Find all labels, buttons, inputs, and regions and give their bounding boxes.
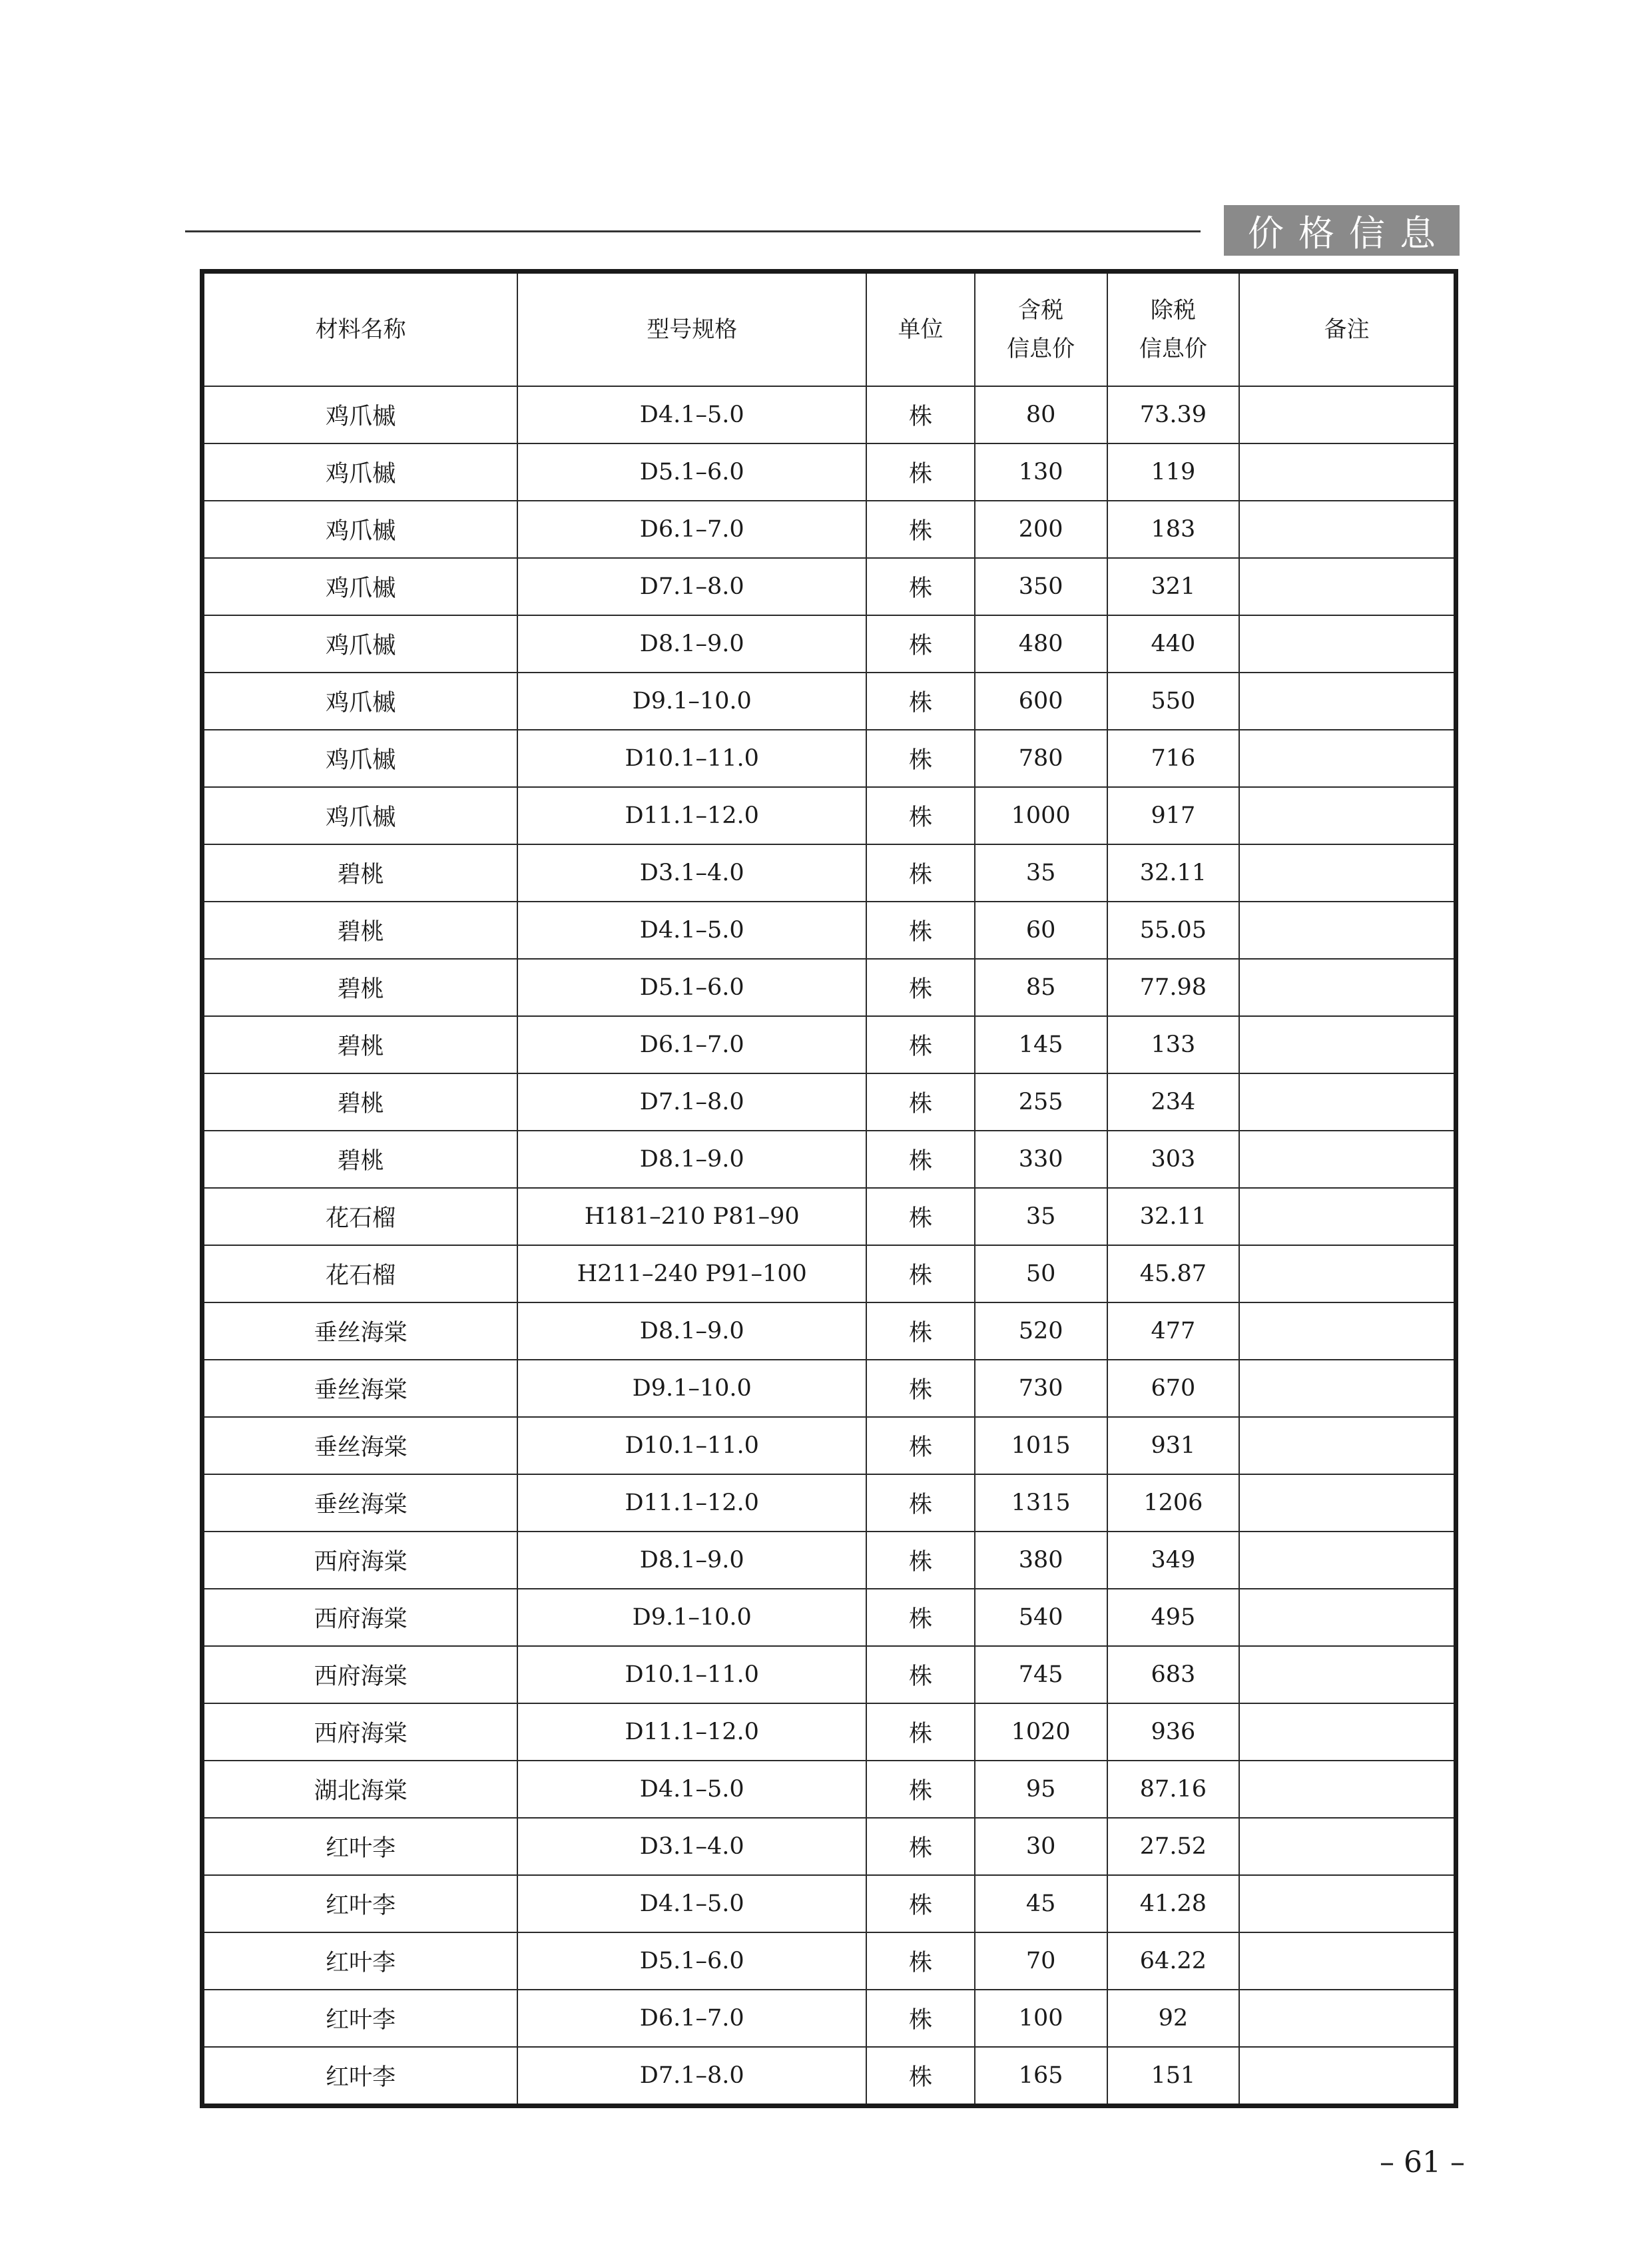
spec-cell: D7.1–8.0 <box>517 2047 866 2106</box>
unit-cell: 株 <box>866 1474 975 1532</box>
remarks-cell <box>1239 1474 1456 1532</box>
spec-cell: D5.1–6.0 <box>517 959 866 1016</box>
material-name-cell: 鸡爪槭 <box>202 386 518 443</box>
remarks-cell <box>1239 558 1456 615</box>
remarks-cell <box>1239 1532 1456 1589</box>
table-row <box>202 730 1456 787</box>
spec-cell: D7.1–8.0 <box>517 1073 866 1131</box>
unit-cell: 株 <box>866 615 975 673</box>
spec-cell: D6.1–7.0 <box>517 1990 866 2047</box>
price-tax-incl-cell: 60 <box>975 902 1107 959</box>
spec-cell: H181–210 P81–90 <box>517 1188 866 1245</box>
unit-cell: 株 <box>866 501 975 558</box>
material-name-cell: 红叶李 <box>202 1990 518 2047</box>
price-tax-excl-cell: 92 <box>1107 1990 1240 2047</box>
remarks-cell <box>1239 787 1456 844</box>
unit-cell: 株 <box>866 1417 975 1474</box>
price-tax-excl-cell: 716 <box>1107 730 1240 787</box>
remarks-cell <box>1239 2047 1456 2106</box>
price-tax-excl-cell: 917 <box>1107 787 1240 844</box>
price-tax-incl-cell: 100 <box>975 1990 1107 2047</box>
table-row <box>202 844 1456 902</box>
price-tax-incl-cell: 1000 <box>975 787 1107 844</box>
material-name-cell: 垂丝海棠 <box>202 1302 518 1360</box>
unit-cell: 株 <box>866 1703 975 1761</box>
table-header-row <box>202 272 1456 387</box>
price-tax-excl-cell: 45.87 <box>1107 1245 1240 1302</box>
material-name-cell: 鸡爪槭 <box>202 443 518 501</box>
table-row <box>202 501 1456 558</box>
price-tax-incl-cell: 145 <box>975 1016 1107 1073</box>
price-tax-incl-cell: 480 <box>975 615 1107 673</box>
price-tax-incl-cell: 130 <box>975 443 1107 501</box>
table-row <box>202 558 1456 615</box>
price-tax-excl-cell: 234 <box>1107 1073 1240 1131</box>
unit-cell: 株 <box>866 1875 975 1932</box>
price-tax-excl-cell: 670 <box>1107 1360 1240 1417</box>
remarks-cell <box>1239 443 1456 501</box>
remarks-cell <box>1239 1761 1456 1818</box>
price-tax-incl-cell: 35 <box>975 844 1107 902</box>
unit-cell: 株 <box>866 1073 975 1131</box>
table-body <box>202 386 1456 2106</box>
price-tax-excl-cell: 27.52 <box>1107 1818 1240 1875</box>
table-row <box>202 1188 1456 1245</box>
price-tax-excl-cell: 303 <box>1107 1131 1240 1188</box>
material-name-cell: 碧桃 <box>202 902 518 959</box>
price-tax-excl-cell: 683 <box>1107 1646 1240 1703</box>
spec-cell: D6.1–7.0 <box>517 501 866 558</box>
table-row <box>202 2047 1456 2106</box>
unit-cell: 株 <box>866 787 975 844</box>
price-tax-excl-cell: 440 <box>1107 615 1240 673</box>
table-row <box>202 1875 1456 1932</box>
unit-cell: 株 <box>866 1245 975 1302</box>
remarks-cell <box>1239 673 1456 730</box>
price-tax-incl-cell: 1020 <box>975 1703 1107 1761</box>
price-tax-incl-cell: 1315 <box>975 1474 1107 1532</box>
remarks-cell <box>1239 1703 1456 1761</box>
unit-cell: 株 <box>866 443 975 501</box>
spec-cell: D5.1–6.0 <box>517 1932 866 1990</box>
remarks-cell <box>1239 1131 1456 1188</box>
price-tax-excl-cell: 64.22 <box>1107 1932 1240 1990</box>
unit-cell: 株 <box>866 844 975 902</box>
price-tax-excl-cell: 73.39 <box>1107 386 1240 443</box>
table-row <box>202 902 1456 959</box>
unit-cell: 株 <box>866 1932 975 1990</box>
remarks-cell <box>1239 730 1456 787</box>
material-name-cell: 碧桃 <box>202 1131 518 1188</box>
column-material-name-header: 材料名称 <box>202 272 518 387</box>
remarks-cell <box>1239 844 1456 902</box>
price-tax-incl-cell: 380 <box>975 1532 1107 1589</box>
spec-cell: D10.1–11.0 <box>517 1417 866 1474</box>
price-tax-incl-cell: 540 <box>975 1589 1107 1646</box>
remarks-cell <box>1239 1360 1456 1417</box>
price-tax-excl-cell: 119 <box>1107 443 1240 501</box>
remarks-cell <box>1239 615 1456 673</box>
column-price-tax-excl-header: 除税 信息价 <box>1107 272 1240 387</box>
unit-cell: 株 <box>866 1990 975 2047</box>
price-tax-incl-cell: 70 <box>975 1932 1107 1990</box>
price-tax-incl-cell: 745 <box>975 1646 1107 1703</box>
price-tax-incl-cell: 780 <box>975 730 1107 787</box>
spec-cell: D9.1–10.0 <box>517 1589 866 1646</box>
price-tax-incl-cell: 600 <box>975 673 1107 730</box>
material-name-cell: 垂丝海棠 <box>202 1417 518 1474</box>
material-name-cell: 红叶李 <box>202 1932 518 1990</box>
price-table <box>200 269 1458 2108</box>
remarks-cell <box>1239 959 1456 1016</box>
spec-cell: D8.1–9.0 <box>517 615 866 673</box>
price-tax-excl-cell: 349 <box>1107 1532 1240 1589</box>
table-row <box>202 1360 1456 1417</box>
price-tax-excl-cell: 477 <box>1107 1302 1240 1360</box>
price-tax-excl-cell: 495 <box>1107 1589 1240 1646</box>
spec-cell: D3.1–4.0 <box>517 844 866 902</box>
price-tax-incl-cell: 95 <box>975 1761 1107 1818</box>
unit-cell: 株 <box>866 1302 975 1360</box>
material-name-cell: 鸡爪槭 <box>202 673 518 730</box>
remarks-cell <box>1239 1932 1456 1990</box>
table-row <box>202 1131 1456 1188</box>
column-price-tax-incl-header: 含税 信息价 <box>975 272 1107 387</box>
spec-cell: D5.1–6.0 <box>517 443 866 501</box>
spec-cell: D7.1–8.0 <box>517 558 866 615</box>
column-unit-header: 单位 <box>866 272 975 387</box>
table-row <box>202 1646 1456 1703</box>
material-name-cell: 西府海棠 <box>202 1646 518 1703</box>
spec-cell: D4.1–5.0 <box>517 902 866 959</box>
remarks-cell <box>1239 902 1456 959</box>
spec-cell: D9.1–10.0 <box>517 1360 866 1417</box>
table-row <box>202 1589 1456 1646</box>
material-name-cell: 垂丝海棠 <box>202 1474 518 1532</box>
price-tax-incl-cell: 50 <box>975 1245 1107 1302</box>
unit-cell: 株 <box>866 1761 975 1818</box>
price-tax-excl-cell: 87.16 <box>1107 1761 1240 1818</box>
unit-cell: 株 <box>866 386 975 443</box>
material-name-cell: 花石榴 <box>202 1188 518 1245</box>
spec-cell: D4.1–5.0 <box>517 386 866 443</box>
remarks-cell <box>1239 1417 1456 1474</box>
unit-cell: 株 <box>866 1131 975 1188</box>
material-name-cell: 花石榴 <box>202 1245 518 1302</box>
unit-cell: 株 <box>866 1818 975 1875</box>
remarks-cell <box>1239 501 1456 558</box>
unit-cell: 株 <box>866 1532 975 1589</box>
column-remarks-header: 备注 <box>1239 272 1456 387</box>
material-name-cell: 红叶李 <box>202 1875 518 1932</box>
material-name-cell: 鸡爪槭 <box>202 615 518 673</box>
material-name-cell: 西府海棠 <box>202 1703 518 1761</box>
spec-cell: H211–240 P91–100 <box>517 1245 866 1302</box>
table-row <box>202 1016 1456 1073</box>
material-name-cell: 垂丝海棠 <box>202 1360 518 1417</box>
price-tax-excl-cell: 931 <box>1107 1417 1240 1474</box>
material-name-cell: 红叶李 <box>202 1818 518 1875</box>
price-tax-excl-cell: 936 <box>1107 1703 1240 1761</box>
spec-cell: D10.1–11.0 <box>517 1646 866 1703</box>
spec-cell: D8.1–9.0 <box>517 1302 866 1360</box>
price-tax-incl-cell: 520 <box>975 1302 1107 1360</box>
price-tax-excl-cell: 1206 <box>1107 1474 1240 1532</box>
table-row <box>202 959 1456 1016</box>
spec-cell: D11.1–12.0 <box>517 787 866 844</box>
price-tax-incl-cell: 1015 <box>975 1417 1107 1474</box>
spec-cell: D8.1–9.0 <box>517 1131 866 1188</box>
remarks-cell <box>1239 1302 1456 1360</box>
spec-cell: D10.1–11.0 <box>517 730 866 787</box>
price-tax-excl-cell: 77.98 <box>1107 959 1240 1016</box>
remarks-cell <box>1239 1188 1456 1245</box>
remarks-cell <box>1239 1073 1456 1131</box>
material-name-cell: 湖北海棠 <box>202 1761 518 1818</box>
material-name-cell: 西府海棠 <box>202 1589 518 1646</box>
table-row <box>202 673 1456 730</box>
price-tax-incl-cell: 255 <box>975 1073 1107 1131</box>
material-name-cell: 碧桃 <box>202 1016 518 1073</box>
table-row <box>202 787 1456 844</box>
price-tax-excl-cell: 55.05 <box>1107 902 1240 959</box>
material-name-cell: 碧桃 <box>202 1073 518 1131</box>
price-tax-excl-cell: 183 <box>1107 501 1240 558</box>
table-row <box>202 615 1456 673</box>
price-tax-incl-cell: 350 <box>975 558 1107 615</box>
spec-cell: D3.1–4.0 <box>517 1818 866 1875</box>
price-tax-excl-cell: 32.11 <box>1107 1188 1240 1245</box>
remarks-cell <box>1239 1245 1456 1302</box>
unit-cell: 株 <box>866 673 975 730</box>
price-tax-incl-cell: 45 <box>975 1875 1107 1932</box>
unit-cell: 株 <box>866 1016 975 1073</box>
table-row <box>202 1932 1456 1990</box>
remarks-cell <box>1239 1990 1456 2047</box>
material-name-cell: 鸡爪槭 <box>202 787 518 844</box>
table-row <box>202 1302 1456 1360</box>
price-tax-incl-cell: 165 <box>975 2047 1107 2106</box>
table-row <box>202 1245 1456 1302</box>
price-tax-excl-cell: 133 <box>1107 1016 1240 1073</box>
price-tax-excl-cell: 151 <box>1107 2047 1240 2106</box>
spec-cell: D11.1–12.0 <box>517 1474 866 1532</box>
section-title-tag: 价格信息 <box>1224 205 1460 256</box>
remarks-cell <box>1239 1589 1456 1646</box>
unit-cell: 株 <box>866 558 975 615</box>
table-row <box>202 1532 1456 1589</box>
spec-cell: D4.1–5.0 <box>517 1875 866 1932</box>
remarks-cell <box>1239 1875 1456 1932</box>
remarks-cell <box>1239 1818 1456 1875</box>
unit-cell: 株 <box>866 730 975 787</box>
material-name-cell: 鸡爪槭 <box>202 501 518 558</box>
price-tax-incl-cell: 30 <box>975 1818 1107 1875</box>
remarks-cell <box>1239 386 1456 443</box>
material-name-cell: 鸡爪槭 <box>202 730 518 787</box>
table-row <box>202 1474 1456 1532</box>
unit-cell: 株 <box>866 2047 975 2106</box>
price-tax-incl-cell: 80 <box>975 386 1107 443</box>
table-row <box>202 1703 1456 1761</box>
material-name-cell: 红叶李 <box>202 2047 518 2106</box>
table-row <box>202 1417 1456 1474</box>
price-tax-incl-cell: 85 <box>975 959 1107 1016</box>
header-rule <box>185 230 1201 232</box>
column-spec-header: 型号规格 <box>517 272 866 387</box>
remarks-cell <box>1239 1016 1456 1073</box>
page-number: – 61 – <box>1380 2145 1465 2179</box>
spec-cell: D6.1–7.0 <box>517 1016 866 1073</box>
table-row <box>202 1073 1456 1131</box>
spec-cell: D11.1–12.0 <box>517 1703 866 1761</box>
table-row <box>202 443 1456 501</box>
unit-cell: 株 <box>866 1188 975 1245</box>
spec-cell: D9.1–10.0 <box>517 673 866 730</box>
price-tax-excl-cell: 321 <box>1107 558 1240 615</box>
price-tax-incl-cell: 730 <box>975 1360 1107 1417</box>
unit-cell: 株 <box>866 902 975 959</box>
price-tax-excl-cell: 550 <box>1107 673 1240 730</box>
material-name-cell: 鸡爪槭 <box>202 558 518 615</box>
material-name-cell: 西府海棠 <box>202 1532 518 1589</box>
price-tax-incl-cell: 200 <box>975 501 1107 558</box>
unit-cell: 株 <box>866 1360 975 1417</box>
table-row <box>202 1818 1456 1875</box>
price-tax-excl-cell: 32.11 <box>1107 844 1240 902</box>
unit-cell: 株 <box>866 959 975 1016</box>
material-name-cell: 碧桃 <box>202 844 518 902</box>
spec-cell: D8.1–9.0 <box>517 1532 866 1589</box>
table-row <box>202 386 1456 443</box>
table-row <box>202 1761 1456 1818</box>
spec-cell: D4.1–5.0 <box>517 1761 866 1818</box>
price-tax-incl-cell: 330 <box>975 1131 1107 1188</box>
unit-cell: 株 <box>866 1589 975 1646</box>
unit-cell: 株 <box>866 1646 975 1703</box>
price-tax-incl-cell: 35 <box>975 1188 1107 1245</box>
price-tax-excl-cell: 41.28 <box>1107 1875 1240 1932</box>
table-row <box>202 1990 1456 2047</box>
remarks-cell <box>1239 1646 1456 1703</box>
material-name-cell: 碧桃 <box>202 959 518 1016</box>
